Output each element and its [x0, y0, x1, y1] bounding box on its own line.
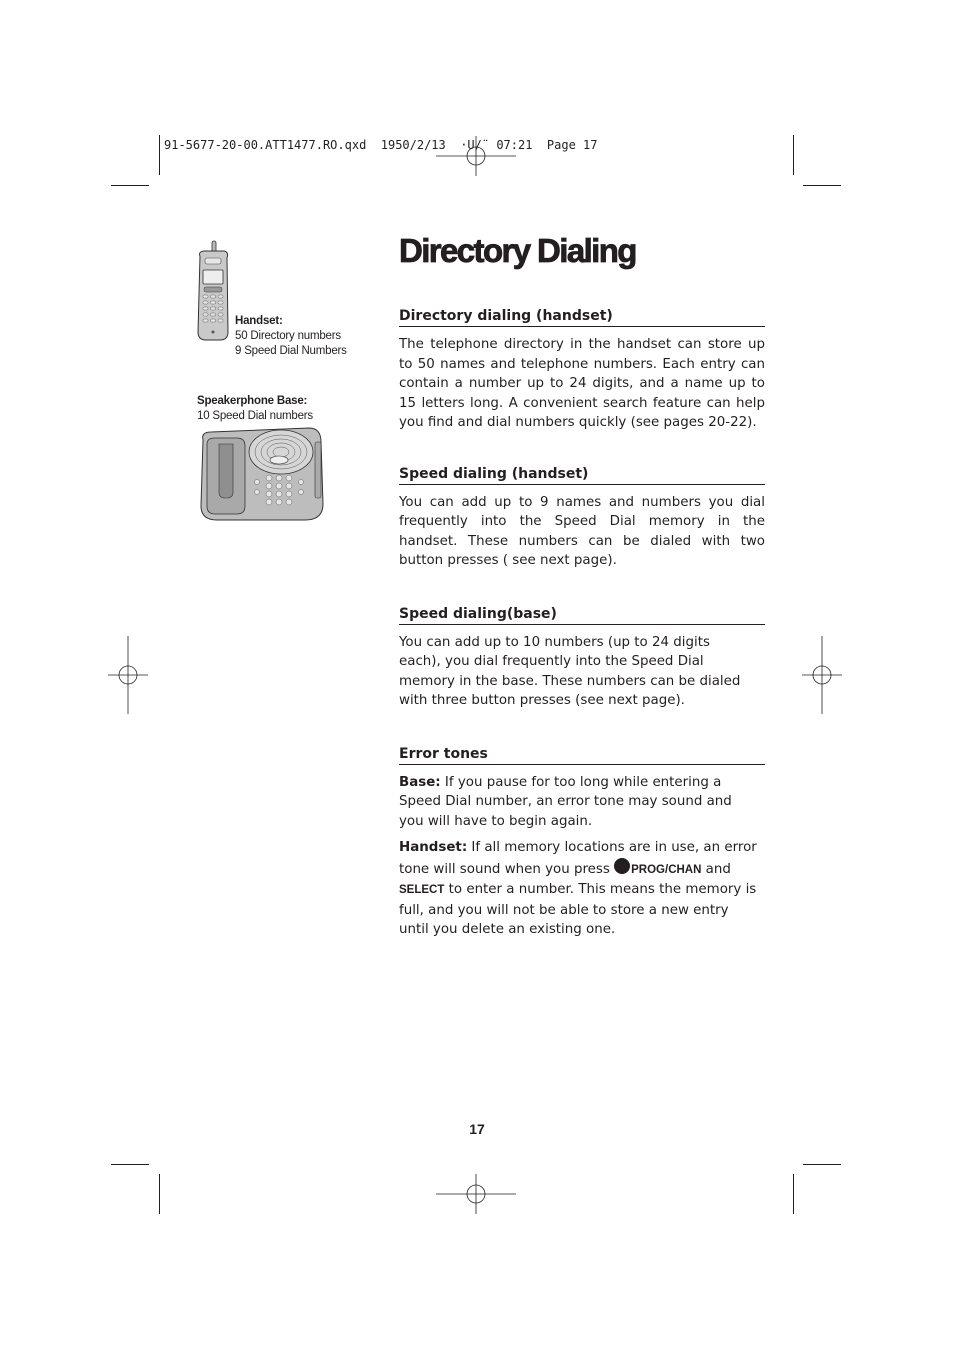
crop-mark	[111, 1164, 149, 1165]
error-tones-handset-text	[399, 838, 759, 940]
handset-illustration	[194, 240, 232, 342]
registration-mark-top	[436, 136, 516, 176]
error-tones-base-text	[399, 773, 759, 832]
handset-description: and	[701, 861, 731, 877]
handset-label: Handset:	[399, 840, 468, 855]
registration-mark-bottom	[436, 1174, 516, 1214]
registration-mark-left	[108, 636, 148, 714]
section-directory-dialing	[399, 308, 765, 433]
speakerphone-base-illustration	[197, 422, 329, 524]
section-text: The telephone directory in the handset can store up to 50 names and telephone numbers. Each entry can contain a number up to 24 digits, and a name up to 15 letters long. A convenient search feature can help you find and dial numbers quickly (see pages 20-22).	[399, 337, 765, 430]
crop-mark	[159, 1174, 160, 1214]
handset-caption	[235, 314, 347, 359]
section-speed-dialing-handset	[399, 466, 765, 571]
page-number: 17	[469, 1121, 485, 1137]
base-caption	[197, 394, 313, 424]
section-text: You can add up to 9 names and numbers you dial frequently into the Speed Dial memory in the handset. These numbers can be dialed with two button presses ( see next page).	[399, 494, 765, 568]
base-caption-title: Speakerphone Base:	[197, 395, 308, 407]
crop-mark	[803, 185, 841, 186]
crop-mark	[803, 1164, 841, 1165]
section-heading: Directory dialing (handset)	[399, 308, 765, 327]
registration-mark-right	[802, 636, 842, 714]
section-heading: Speed dialing(base)	[399, 606, 765, 625]
section-text: You can add up to 10 numbers (up to 24 digits each), you dial frequently into the Speed Dial memory in the base. These numbers can be dialed with three button presses (see next page).	[399, 634, 741, 708]
main-content	[399, 308, 765, 940]
section-heading: Error tones	[399, 746, 765, 765]
crop-mark	[111, 185, 149, 186]
crop-mark	[159, 135, 160, 175]
prog-chan-key: PROG/CHAN	[631, 863, 702, 876]
base-caption-line: 10 Speed Dial numbers	[197, 410, 313, 422]
handset-description: If all memory locations are in use, an error tone will sound when you press	[399, 840, 757, 877]
handset-caption-line: 9 Speed Dial Numbers	[235, 345, 347, 357]
handset-caption-line: 50 Directory numbers	[235, 330, 341, 342]
prog-button-icon	[614, 858, 630, 874]
section-error-tones	[399, 746, 765, 940]
handset-description: to enter a number. This means the memory is full, and you will not be able to store a new entry until you delete an existing one.	[399, 882, 757, 937]
page-title: Directory Dialing	[399, 232, 636, 269]
select-key: SELECT	[399, 884, 445, 896]
base-label: Base:	[399, 774, 441, 790]
section-speed-dialing-base	[399, 606, 765, 711]
section-heading: Speed dialing (handset)	[399, 466, 765, 485]
base-description: If you pause for too long while entering a Speed Dial number, an error tone may sound and you will have to begin again.	[399, 774, 732, 829]
handset-caption-title: Handset:	[235, 315, 283, 327]
crop-mark	[793, 135, 794, 175]
file-slug: 91-5677-20-00.ATT1477.RO.qxd 1950/2/13 ·U/¨ 07:21 Page 17	[164, 138, 598, 152]
crop-mark	[793, 1174, 794, 1214]
